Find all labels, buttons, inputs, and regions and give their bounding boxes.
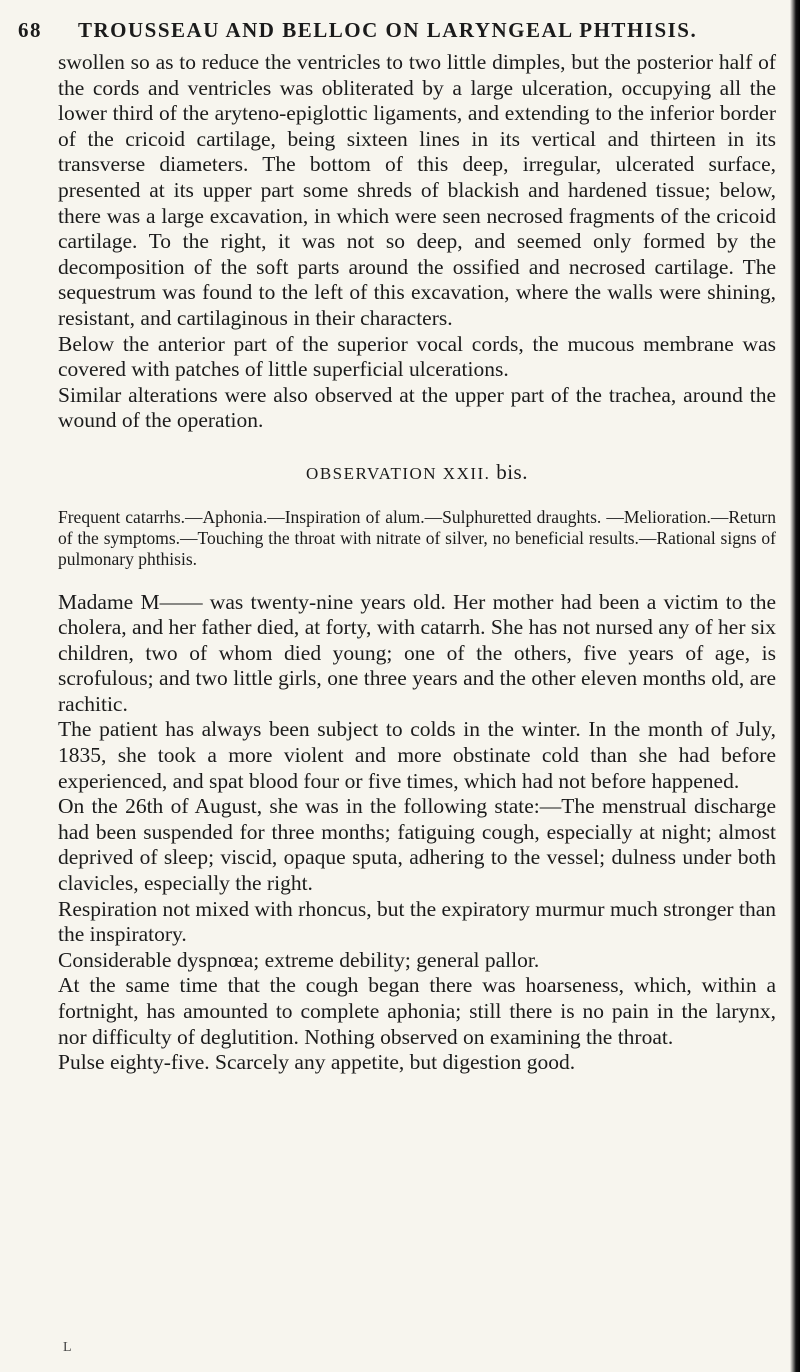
paragraph-mucous-membrane: Below the anterior part of the superior vocal cords, the mucous membrane was covered with patches of little superficial ulcerations.	[58, 331, 776, 382]
page-edge-shadow	[790, 0, 800, 1372]
paragraph-pulse: Pulse eighty-five. Scarcely any appetite, but digestion good.	[58, 1050, 576, 1075]
paragraph-patient-history: Madame M—— was twenty-nine years old. Her mother had been a victim to the cholera, and her father died, at forty, with catarrh. She has not nursed any of her six children, two of whom died young; one of the others, five years of age, is scrofulous; and two little girls, one three years and the other eleven months old, are rachitic.	[58, 589, 776, 716]
paragraph-hoarseness: At the same time that the cough began there was hoarseness, which, within a fortnight, has amounted to complete aphonia; still there is no pain in the larynx, nor difficulty of deglutition. Nothing observed on examining the throat.	[58, 973, 776, 1049]
observation-heading	[58, 460, 776, 487]
paragraph-state: On the 26th of August, she was in the following state:—The menstrual discharge had been suspended for three months; fatiguing cough, especially at night; almost deprived of sleep; viscid, opaque sputa, adhering to the vessel; dulness under both clavicles, especially the right.	[58, 794, 776, 896]
margin-mark: L	[63, 1340, 72, 1355]
paragraph-respiration: Respiration not mixed with rhoncus, but the expiratory murmur much stronger than the inspiratory.	[58, 896, 776, 947]
observation-title: OBSERVATION XXII.	[306, 463, 491, 483]
running-title: TROUSSEAU AND BELLOC ON LARYNGEAL PHTHISIS.	[78, 18, 698, 42]
paragraph-dyspnoea: Considerable dyspnœa; extreme debility; general pallor.	[58, 947, 540, 972]
observation-suffix: bis.	[496, 459, 528, 484]
page-body	[58, 50, 776, 1076]
observation-synopsis: Frequent catarrhs.—Aphonia.—Inspiration of alum.—Sulphuretted draughts. —Melioration.—Return of the symptoms.—Touching the throat with nitrate of silver, no beneficial results.—Rational signs of pulmonary phthisis.	[58, 506, 776, 569]
page-number: 68	[18, 18, 42, 42]
running-header	[18, 18, 778, 43]
paragraph-colds: The patient has always been subject to colds in the winter. In the month of July, 1835, she took a more violent and more obstinate cold than she had before experienced, and spat blood four or five times, which had not before happened.	[58, 717, 776, 793]
paragraph-trachea: Similar alterations were also observed at the upper part of the trachea, around the wound of the operation.	[58, 382, 776, 433]
paragraph-continued: swollen so as to reduce the ventricles to two little dimples, but the posterior half of the cords and ventricles was obliterated by a large ulceration, occupying all the lower third of the aryteno-epiglottic ligaments, and extending to the inferior border of the cricoid cartilage, being sixteen lines in its vertical and thirteen in its transverse diameters. The bottom of this deep, irregular, ulcerated surface, presented at its upper part some shreds of blackish and hardened tissue; below, there was a large excavation, in which were seen necrosed fragments of the cricoid cartilage. To the right, it was not so deep, and seemed only formed by the decomposition of the soft parts around the ossified and necrosed cartilage. The sequestrum was found to the left of this excavation, where the walls were shining, resistant, and cartilaginous in their characters.	[58, 50, 776, 330]
